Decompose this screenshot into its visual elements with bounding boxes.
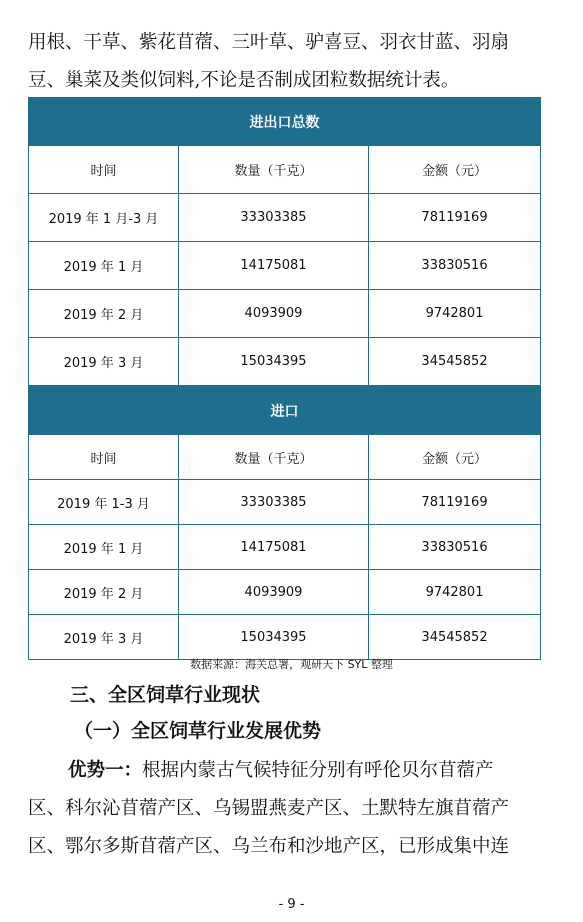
column-header: 金额（元） <box>369 435 541 480</box>
page-number: - 9 - <box>278 897 305 912</box>
table-cell: 2019 年 2 月 <box>29 290 179 338</box>
import-table <box>28 386 541 660</box>
table-cell: 9742801 <box>369 570 541 615</box>
table-row <box>29 338 541 386</box>
table-row <box>29 290 541 338</box>
intro-paragraph <box>28 24 553 100</box>
table-cell: 33303385 <box>179 480 369 525</box>
body-paragraph <box>28 752 553 866</box>
table-row <box>29 194 541 242</box>
table-cell: 14175081 <box>179 242 369 290</box>
table-cell: 4093909 <box>179 290 369 338</box>
table-cell: 78119169 <box>369 480 541 525</box>
table-row <box>29 615 541 660</box>
table-cell: 2019 年 1 月-3 月 <box>29 194 179 242</box>
table-cell: 33303385 <box>179 194 369 242</box>
column-header: 时间 <box>29 435 179 480</box>
table-cell: 2019 年 1 月 <box>29 525 179 570</box>
table-cell: 2019 年 3 月 <box>29 615 179 660</box>
body-line-1-text: 根据内蒙古气候特征分别有呼伦贝尔苜蓿产 <box>142 760 494 781</box>
subsection-heading: （一）全区饲草行业发展优势 <box>74 720 322 742</box>
column-header: 金额（元） <box>369 146 541 194</box>
table-cell: 4093909 <box>179 570 369 615</box>
intro-line-2: 豆、巢菜及类似饲料,不论是否制成团粒数据统计表。 <box>28 70 460 91</box>
table-header-row <box>29 435 541 480</box>
body-line-2: 区、科尔沁苜蓿产区、乌锡盟燕麦产区、土默特左旗苜蓿产 <box>28 798 510 819</box>
table-cell: 2019 年 3 月 <box>29 338 179 386</box>
section-heading: 三、全区饲草行业现状 <box>70 684 261 706</box>
total-trade-table <box>28 97 541 386</box>
table-row <box>29 480 541 525</box>
body-line-1 <box>28 752 553 790</box>
column-header: 数量（千克） <box>179 435 369 480</box>
table-cell: 15034395 <box>179 615 369 660</box>
table-cell: 34545852 <box>369 338 541 386</box>
table-row <box>29 242 541 290</box>
table-cell: 33830516 <box>369 242 541 290</box>
intro-line-1: 用根、干草、紫花苜蓿、三叶草、驴喜豆、羽衣甘蓝、羽扇 <box>28 32 510 53</box>
table-cell: 9742801 <box>369 290 541 338</box>
table-cell: 78119169 <box>369 194 541 242</box>
table-cell: 2019 年 2 月 <box>29 570 179 615</box>
table-title: 进口 <box>29 387 541 435</box>
table-title: 进出口总数 <box>29 98 541 146</box>
column-header: 时间 <box>29 146 179 194</box>
column-header: 数量（千克） <box>179 146 369 194</box>
table-row <box>29 525 541 570</box>
table-header-row <box>29 146 541 194</box>
advantage-label: 优势一： <box>68 760 143 781</box>
table-row <box>29 570 541 615</box>
table-cell: 15034395 <box>179 338 369 386</box>
table-cell: 2019 年 1-3 月 <box>29 480 179 525</box>
table-cell: 34545852 <box>369 615 541 660</box>
table-cell: 14175081 <box>179 525 369 570</box>
table-cell: 33830516 <box>369 525 541 570</box>
table-cell: 2019 年 1 月 <box>29 242 179 290</box>
data-source-note: 数据来源：海关总署，观研天下 SYL 整理 <box>190 658 393 671</box>
body-line-3: 区、鄂尔多斯苜蓿产区、乌兰布和沙地产区，已形成集中连 <box>28 836 510 857</box>
